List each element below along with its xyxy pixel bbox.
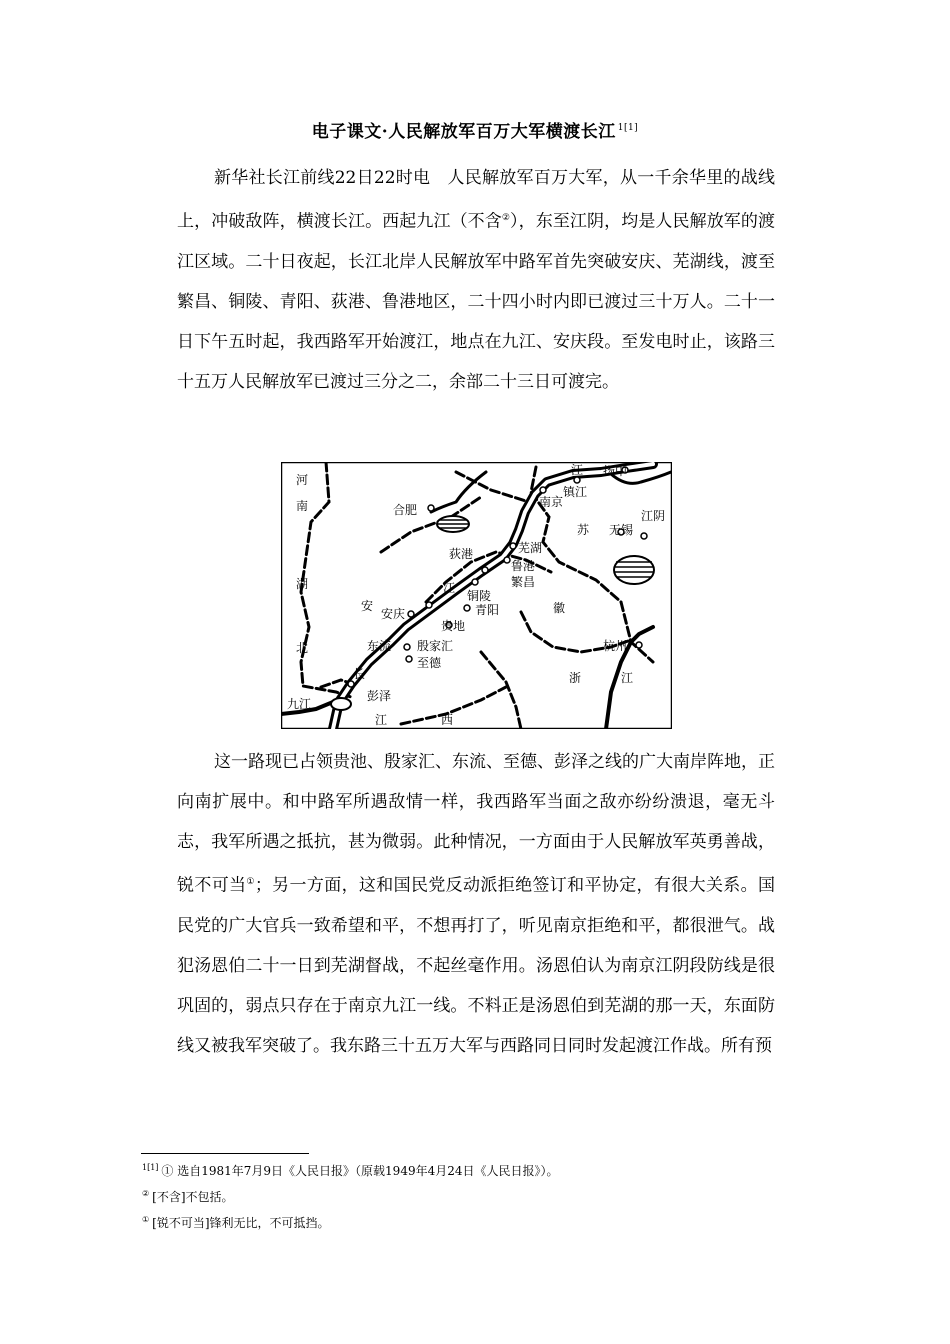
map-label-dongliu: 东流 [367,639,392,653]
map-label-hubei-2: 北 [296,641,309,655]
map-label-qingyang: 青阳 [475,603,500,617]
map-label-jiang-mid: 江 [443,581,456,595]
map-label-pengze: 彭泽 [367,689,392,703]
map-label-zhenjiang: 镇江 [563,485,588,499]
footnote-2-text: [不含]不包括。 [152,1190,234,1204]
paragraph-2-part1: 这一路现已占领贵池、殷家汇、东流、至德、彭泽之线的广大南岸阵地，正向南扩展中。和中路军所遇敌情一样，我西路军当面之敌亦纷纷溃退，毫无斗志，我军所遇之抵抗，甚为微弱。此种情况，一方面由于人民解放军英勇善战，锐不可当 [177,752,775,896]
map-label-anqing: 安庆 [381,607,406,621]
map-label-jiang-top: 江 [571,463,584,477]
map-label-henan-2: 南 [296,499,309,513]
map-label-jiujiang: 九江 [287,697,312,711]
map-label-fanchang: 繁昌 [511,575,536,589]
map-label-yinjiahui: 殷家汇 [417,639,454,653]
map-label-guidi: 贵地 [441,619,466,633]
map-label-jiangxi-1: 江 [375,713,388,727]
footnote-2-mark: ② [142,1189,150,1198]
map-label-jiangxi-2: 西 [441,713,454,727]
map-label-hangzhou: 杭州 [603,639,628,653]
footnote-2 [142,1186,234,1205]
map-label-nanjing: 南京 [539,495,564,509]
footnote-ref-2[interactable]: ② [501,213,511,223]
footnote-1-text: ① 选自1981年7月9日《人民日报》（原载1949年4月24日《人民日报》）。 [161,1164,559,1178]
footnote-ref-1[interactable]: ① [246,877,255,887]
map-label-hui: 徽 [553,601,566,615]
map-label-zhe: 浙 [569,671,582,685]
map-label-jiang-zhe: 江 [621,671,634,685]
map-label-hefei: 合肥 [393,503,418,517]
footnote-separator [141,1153,309,1154]
paragraph-2 [177,742,775,1066]
footnote-3-text: [锐不可当]锋利无比，不可抵挡。 [152,1216,330,1230]
title-note-mark: 1[1] [617,123,639,134]
paragraph-1-part2: ），东至江阴，均是人民解放军的渡江区域。二十日夜起，长江北岸人民解放军中路军首先突破安庆、芜湖线，渡至繁昌、铜陵、青阳、荻港、鲁港地区，二十四小时内即已渡过三十万人。二十一日下午五时起，我西路军开始渡江，地点在九江、安庆段。至发电时止，该路三十五万人民解放军已渡过三分之二，余部二十三日可渡完。 [177,211,775,392]
map-label-tongling: 铜陵 [467,589,492,603]
map-label-jiangyin: 江阴 [641,509,666,523]
map-label-henan-1: 河 [296,473,309,487]
paragraph-1 [177,158,775,402]
footnote-1 [142,1160,559,1179]
footnote-1-mark: 1[1] [142,1163,159,1172]
map-label-su: 苏 [577,523,590,537]
map-svg [281,462,672,729]
map-label-chang: 长 [353,667,366,681]
paragraph-1-part1: 新华社长江前线22日22时电 人民解放军百万大军，从一千余华里的战线上，冲破敌阵，横渡长江。西起九江（不含 [177,168,775,232]
page-title [0,117,950,142]
footnote-3-mark: ① [142,1215,150,1224]
river-crossing-map [281,462,672,729]
map-label-wuxi: 无锡 [609,523,634,537]
map-label-hubei-1: 湖 [296,577,309,591]
map-label-digang: 荻港 [449,547,474,561]
map-label-zhide: 至德 [417,656,442,670]
title-text: 电子课文·人民解放军百万大军横渡长江 [311,122,616,142]
paragraph-2-part2: ；另一方面，这和国民党反动派拒绝签订和平协定，有很大关系。国民党的广大官兵一致希望和平，不想再打了，听见南京拒绝和平，都很泄气。战犯汤恩伯二十一日到芜湖督战，不起丝毫作用。汤恩伯认为南京江阴段防线是很巩固的，弱点只存在于南京九江一线。不料正是汤恩伯到芜湖的那一天，东面防线又被我军突破了。我东路三十五万大军与西路同日同时发起渡江作战。所有预 [177,875,775,1056]
footnote-3 [142,1212,330,1231]
map-label-lugang: 鲁港 [511,559,536,573]
map-label-an: 安 [361,599,374,613]
map-label-yangzhong: 扬中 [603,464,628,478]
map-label-wuhu: 芜湖 [518,541,543,555]
